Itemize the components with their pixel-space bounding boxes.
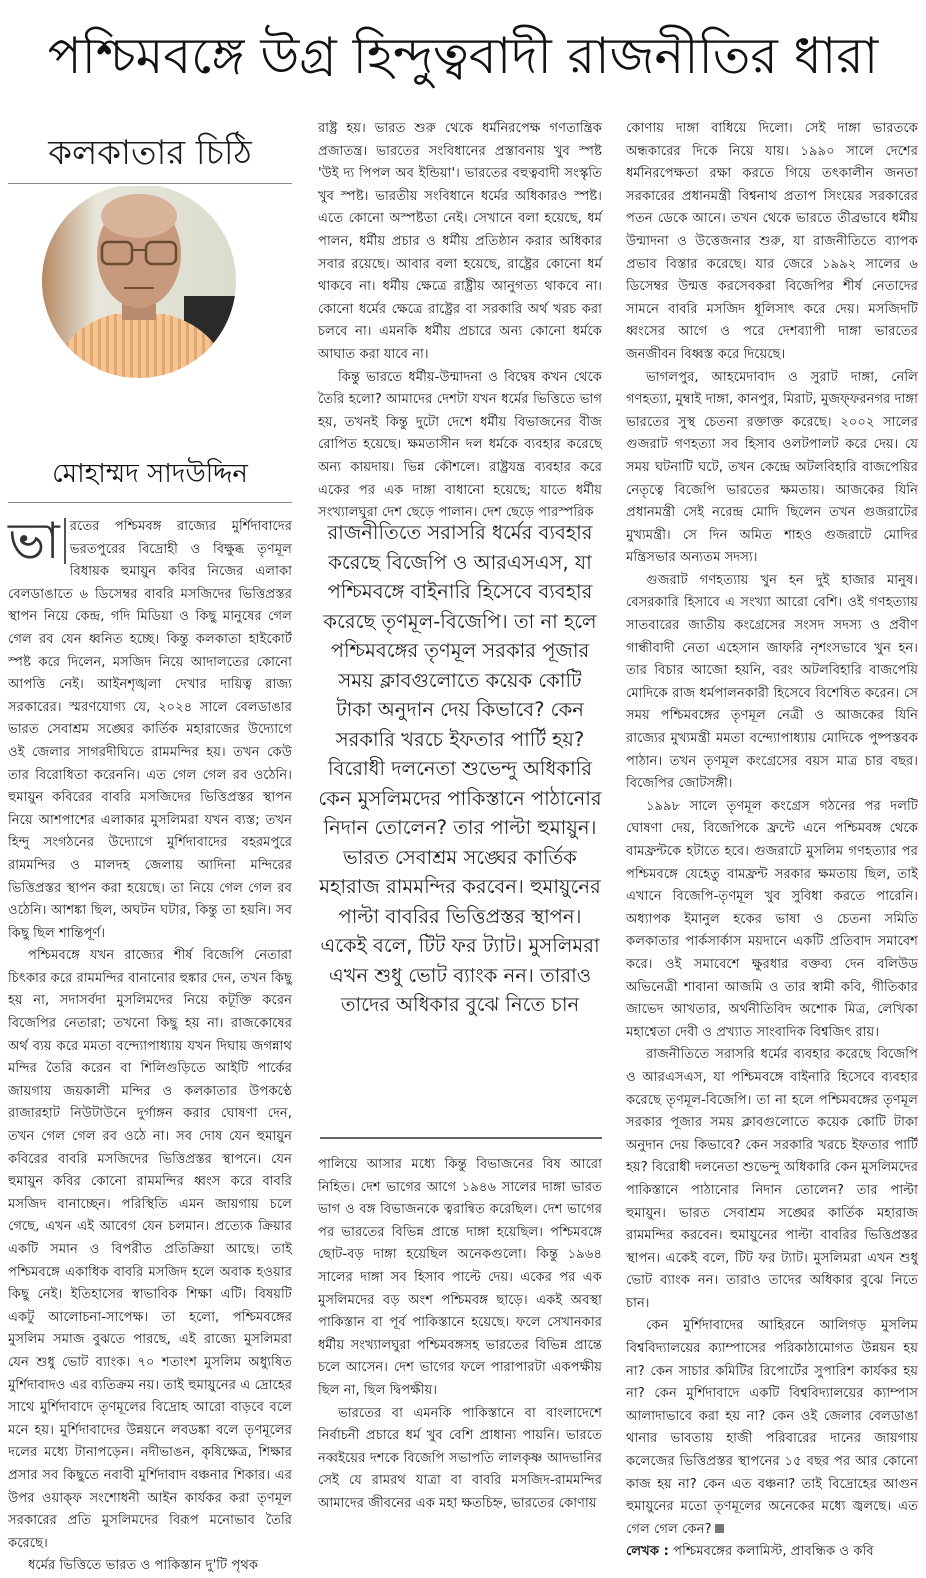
divider xyxy=(8,502,292,503)
article-paragraph xyxy=(8,512,292,945)
divider xyxy=(320,1137,602,1139)
article-column-middle-top xyxy=(318,118,602,525)
article-paragraph: গুজরাট গণহত্যায় খুন হন দুই হাজার মানুষ। বেসরকারি হিসাবে এ সংখ্যা আরো বেশি। ওই গণহত্যায় সাতবারের জাতীয় কংগ্রেসের সংসদ সদস্য ও প্রবীণ গান্ধীবাদী নেতা এহেসান জাফরি নৃশংসভাবে খুন হন। তার বিচার আজো হয়নি, বরং অটলবিহারি বাজপেয়ি মোদিকে রাজ ধর্মপালনকারী হিসেবে বিশেষিত করেন। সে সময় পশ্চিমবঙ্গের তৃণমূল নেত্রী ও আজকের যিনি রাজ্যের মুখ্যমন্ত্রী মমতা বন্দ্যোপাধ্যায় মোদিকে পুষ্পস্তবক পাঠান। তখন তৃণমূল কংগ্রেসের বয়স মাত্র চার বছর। বিজেপির জোটসঙ্গী। xyxy=(626,572,918,792)
article-paragraph: রাজনীতিতে সরাসরি ধর্মের ব্যবহার করেছে বিজেপি ও আরএসএস, যা পশ্চিমবঙ্গে বাইনারি হিসেবে ব্যবহার করেছে তৃণমূল-বিজেপি। তা না হলে পশ্চিমবঙ্গের তৃণমূল সরকার পূজার সময় ক্লাবগুলোতে কয়েক কোটি টাকা অনুদান দেয় কিভাবে? কেন সরকারি খরচে ইফতার পার্টি হয়? বিরোধী দলনেতা শুভেন্দু অধিকারি কেন মুসলিমদের পাকিস্তানে পাঠানোর নিদান তোলেন? তার পাল্টা হুমায়ুন। ভারত সেবাশ্রম সঙ্ঘের কার্তিক মহারাজ রামমন্দির করবেন। হুমায়ুনের পাল্টা বাবরির ভিত্তিপ্রস্তর স্থাপন। একেই বলে, টিট ফর ট্যাট। মুসলিমরা এখন শুধু ভোট ব্যাংক নন। তারাও তাদের অধিকার বুঝে নিতে চান। xyxy=(626,1047,918,1311)
divider xyxy=(8,183,292,184)
drop-cap: ভা xyxy=(8,518,66,564)
article-paragraph: কোণায় দাঙ্গা বাধিয়ে দিলো। সেই দাঙ্গা ভারতকে অন্ধকারের দিকে নিয়ে যায়। ১৯৯০ সালে দেশের ধর্মনিরপেক্ষতা রক্ষা করতে গিয়ে তৎকালীন জনতা সরকারের প্রধানমন্ত্রী বিশ্বনাথ প্রতাপ সিংয়ের সরকারের পতন ডেকে আনে। তখন থেকে ভারতে তীব্রভাবে ধর্মীয় উন্মাদনা ও উত্তেজনার শুরু, যা রাজনীতিতে ব্যাপক প্রভাব বিস্তার করেছে। যার জেরে ১৯৯২ সালের ৬ ডিসেম্বর উন্মত্ত করসেবকরা বিজেপির শীর্ষ নেতাদের সামনে বাবরি মসজিদ ধূলিসাৎ করে দেয়। মসজিদটি ধ্বংসের আগে ও পরে দেশব্যাপী দাঙ্গা ভারতের জনজীবন বিধ্বস্ত করে দিয়েছে। xyxy=(626,121,918,362)
paragraph-text: কেন মুর্শিদাবাদের আহিরনে আলিগড় মুসলিম বিশ্ববিদ্যালয়ের ক্যাম্পাসের পরিকাঠামোগত উন্নয়ন হয় না? কেন সাচার কমিটির রিপোর্টের সুপারিশ কার্যকর হয় না? কেন মুর্শিদাবাদে একটি বিশ্ববিদ্যালয়ের ক্যাম্পাস আলাদাভাবে করা হয় না? কেন ওই জেলার বেলডাঙা থানার ভাবতায় হাজী পরিবারের দানের জায়গায় কলেজের ভিত্তিপ্রস্তর স্থাপনের ১৫ বছর পর আর কোনো কাজ হয় না? কেন এত বঞ্চনা? তাই বিদ্রোহের আগুন হুমায়ুনের মতো তৃণমূলের অনেকের মধ্যে জ্বলছে। এত গেল গেল কেন? xyxy=(626,1318,918,1537)
article-paragraph: পালিয়ে আসার মধ্যে কিন্তু বিভাজনের বিষ আরো নিহিত। দেশ ভাগের আগে ১৯৪৬ সালের দাঙ্গা ভারত ভাগ ও বঙ্গ বিভাজনকে ত্বরান্বিত করেছিল। দেশ ভাগের পর ভারতের বিভিন্ন প্রান্তে দাঙ্গা হয়েছিল। পশ্চিমবঙ্গে ছোট-বড় দাঙ্গা হয়েছিল অনেকগুলো। কিন্তু ১৯৬৪ সালের দাঙ্গা সব হিসাব পাল্টে দেয়। একের পর এক মুসলিমদের বড় অংশ পশ্চিমবঙ্গ ছাড়ে। একই অবস্থা পাকিস্তান বা পূর্ব পাকিস্তানে হয়েছে। ফলে সেখানকার ধর্মীয় সংখ্যালঘুরা পশ্চিমবঙ্গসহ ভারতের বিভিন্ন প্রান্তে চলে আসেন। দেশ ভাগের ফলে পারাপারটা একপক্ষীয় ছিল না, ছিল দ্বিপক্ষীয়। xyxy=(318,1157,602,1398)
article-column-left xyxy=(8,512,292,1578)
author-note-text: পশ্চিমবঙ্গের কলামিস্ট, প্রাবন্ধিক ও কবি xyxy=(668,1544,874,1560)
paragraph-text: রতের পশ্চিমবঙ্গ রাজ্যের মুর্শিদাবাদের ভরতপুরের বিদ্রোহী ও বিক্ষুব্ধ তৃণমূল বিধায়ক হুমায়ুন কবির নিজের এলাকা বেলডাঙাতে ৬ ডিসেম্বর বাবরি মসজিদের ভিত্তিপ্রস্তর স্থাপন নিয়ে কেন্দ্র, গদি মিডিয়া ও কিছু মানুষের গেল গেল রব যেন ধ্বনিত হচ্ছে। কিন্তু কলকাতা হাইকোর্ট স্পষ্ট করে দিলেন, মসজিদ নিয়ে আদালতের কোনো আপত্তি নেই। আইনশৃঙ্খলা দেখার দায়িত্ব রাজ্য সরকারের। স্মরণযোগ্য যে, ২০২৪ সালে বেলডাঙার ভারত সেবাশ্রম সঙ্ঘের কার্তিক মহারাজের উদ্যোগে ওই জেলার সাগরদীঘিতে রামমন্দির হয়। তখন কেউ তার বিরোধিতা করেননি। এত গেল গেল রব ওঠেনি। হুমায়ুন কবিরের বাবরি মসজিদের ভিত্তিপ্রস্তর স্থাপন নিয়ে আশপাশের এলাকার মুসলিমরা যখন ব্যস্ত; তখন হিন্দু সংগঠনের উদ্যোগে মুর্শিদাবাদের বহরমপুরে রামমন্দির ও মালদহ জেলায় আদিনা মন্দিরের ভিত্তিপ্রস্তর স্থাপন করা হয়েছে। তা নিয়ে গেল গেল রব ওঠেনি। আশঙ্কা ছিল, অঘটন ঘটার, কিন্তু তা হয়নি। সব কিছু ছিল শান্তিপূর্ণ। xyxy=(8,519,292,941)
author-name: মোহাম্মদ সাদউদ্দিন xyxy=(52,459,248,489)
article-paragraph: পশ্চিমবঙ্গে যখন রাজ্যের শীর্ষ বিজেপি নেতারা চিৎকার করে রামমন্দির বানানোর হুঙ্কার দেন, তখন কিছু হয় না, সদাসর্বদা মুসলিমদের নিয়ে কটূক্তি করেন বিজেপির নেতারা; তখনো কিছু হয় না। রাজকোষের অর্থ ব্যয় করে মমতা বন্দ্যোপাধ্যায় যখন দিঘায় জগন্নাথ মন্দির তৈরি করেন বা শিলিগুড়িতে আইটি পার্কের জায়গায় জয়কালী মন্দির ও কলকাতার উপকণ্ঠে রাজারহাট নিউটাউনে দুর্গাঙ্গন করার ঘোষণা দেন, তখন গেল গেল রব ওঠে না। সব দোষ যেন হুমায়ুন কবিরের বাবরি মসজিদের ভিত্তিপ্রস্তর স্থাপনে। যেন হুমায়ুন কবির কোনো রামমন্দির ধ্বংস করে বাবরি মসজিদ বানাচ্ছেন। পরিস্থিতি এমন জায়গায় চলে গেছে, এখন এই আবেগ যেন চলমান। প্রত্যেক ক্রিয়ার একটি সমান ও বিপরীত প্রতিক্রিয়া আছে। তাই পশ্চিমবঙ্গে একাধিক বাবরি মসজিদ হলে অবাক হওয়ার কিছু নেই। ইতিহাসের স্বাভাবিক শিক্ষা এটি। বিষয়টি একটু আলোচনা-সাপেক্ষ। তা হলো, পশ্চিমবঙ্গের মুসলিম সমাজ বুঝতে পারছে, এই রাজ্যে মুসলিমরা যেন শুধু ভোট ব্যাংক। ৭০ শতাংশ মুসলিম অধ্যুষিত মুর্শিদাবাদও এর ব্যতিক্রম নয়। তাই হুমায়ুনের এ দ্রোহের সাথে মুর্শিদাবাদে তৃণমূলের বিদ্রোহ আরো বাড়বে বলে মনে হয়। মুর্শিদাবাদের উন্নয়নে লবডঙ্কা বলে তৃণমূলের দলের মধ্যে টানাপড়েন। নদীভাঙন, কৃষিক্ষেত্র, শিক্ষার প্রসার সব কিছুতে নবাবী মুর্শিদাবাদ বঞ্চনার শিকার। এর উপর ওয়াক্ফ সংশোধনী আইন কার্যকর করা তৃণমূল সরকারের প্রতি মুসলিমদের বিরূপ মনোভাব তৈরি করেছে। xyxy=(8,948,292,1551)
article-paragraph: ভারতের বা এমনকি পাকিস্তানে বা বাংলাদেশে নির্বাচনী প্রচারে ধর্ম খুব বেশি প্রাধান্য পায়নি। ভারতে নব্বইয়ের দশকে বিজেপি সভাপতি লালকৃষ্ণ আদভানির সেই যে রামরথ যাত্রা বা বাবরি মসজিদ-রামমন্দির আমাদের জীবনের এক মহা ক্ষতচিহ্ন, ভারতের কোণায় xyxy=(318,1405,602,1511)
column-label: কলকাতার চিঠি xyxy=(48,133,252,173)
author-note xyxy=(626,1541,918,1564)
article-column-middle-bottom xyxy=(318,1154,602,1516)
article-paragraph: রাষ্ট্র হয়। ভারত শুরু থেকে ধর্মনিরপেক্ষ গণতান্ত্রিক প্রজাতন্ত্র। ভারতের সংবিধানের প্রস্তাবনায় খুব স্পষ্ট 'উই দ্য পিপল অব ইন্ডিয়া'। ভারতের বহুত্ববাদী সংস্কৃতি খুব স্পষ্ট। ভারতীয় সংবিধানে ধর্মের অধিকারও স্পষ্ট। এতে কোনো অস্পষ্টতা নেই। সেখানে বলা হয়েছে, ধর্ম পালন, ধর্মীয় প্রচার ও ধর্মীয় প্রতিষ্ঠান করার অধিকার সবার রয়েছে। আবার বলা হয়েছে, রাষ্ট্রের কোনো ধর্ম থাকবে না। ধর্মীয় ক্ষেত্রে রাষ্ট্রীয় আনুগত্য থাকবে না। কোনো ধর্মের ক্ষেত্রে রাষ্ট্রের বা সরকারি অর্থ খরচ করা চলবে না। এমনকি ধর্মীয় প্রচারে অন্য কোনো ধর্মকে আঘাত করা যাবে না। xyxy=(318,121,602,362)
headline: পশ্চিমবঙ্গে উগ্র হিন্দুত্ববাদী রাজনীতির ধারা xyxy=(47,27,879,85)
article-paragraph: ভাগলপুর, আহমেদাবাদ ও সুরাট দাঙ্গা, নেলি গণহত্যা, মুম্বাই দাঙ্গা, কানপুর, মিরাট, মুজফ্ফরনগর দাঙ্গা ভারতের সুস্থ চেতনা রক্তাক্ত করেছে। ২০০২ সালের গুজরাট গণহত্যা সব হিসাব ওলটপালট করে দেয়। যে সময় ঘটনাটি ঘটে, তখন কেন্দ্রে অটলবিহারি বাজপেয়ির নেতৃত্বে বিজেপি ভারতের ক্ষমতায়। আজকের যিনি প্রধানমন্ত্রী সেই নরেন্দ্র মোদি ছিলেন তখন গুজরাটের মুখ্যমন্ত্রী। সে দিন অমিত শাহও গুজরাটে মোদির মন্ত্রিসভার অন্যতম সদস্য। xyxy=(626,369,918,566)
article-paragraph xyxy=(626,1315,918,1541)
article-paragraph: ধর্মের ভিত্তিতে ভারত ও পাকিস্তান দু'টি পৃথক xyxy=(28,1558,259,1574)
pull-quote: রাজনীতিতে সরাসরি ধর্মের ব্যবহার করেছে বিজেপি ও আরএসএস, যা পশ্চিমবঙ্গে বাইনারি হিসেবে ব্যবহার করেছে তৃণমূল-বিজেপি। তা না হলে পশ্চিমবঙ্গের তৃণমূল সরকার পূজার সময় ক্লাবগুলোতে কয়েক কোটি টাকা অনুদান দেয় কিভাবে? কেন সরকারি খরচে ইফতার পার্টি হয়? বিরোধী দলনেতা শুভেন্দু অধিকারি কেন মুসলিমদের পাকিস্তানে পাঠানোর নিদান তোলেন? তার পাল্টা হুমায়ুন। ভারত সেবাশ্রম সঙ্ঘের কার্তিক মহারাজ রামমন্দির করবেন। হুমায়ুনের পাল্টা বাবরির ভিত্তিপ্রস্তর স্থাপন। একেই বলে, টিট ফর ট্যাট। মুসলিমরা এখন শুধু ভোট ব্যাংক নন। তারাও তাদের অধিকার বুঝে নিতে চান xyxy=(318,521,602,1016)
article-column-right xyxy=(626,118,918,1564)
end-mark-icon xyxy=(715,1524,724,1533)
article-paragraph: ১৯৯৮ সালে তৃণমূল কংগ্রেস গঠনের পর দলটি ঘোষণা দেয়, বিজেপিকে ফ্রন্টে এনে পশ্চিমবঙ্গ থেকে বামফ্রন্টকে হটাতে হবে। গুজরাটে মুসলিম গণহত্যার পর পশ্চিমবঙ্গে যেহেতু বামফ্রন্ট সরকার ক্ষমতায় ছিল, তাই এখানে বিজেপি-তৃণমূল খুব সুবিধা করতে পারেনি। অধ্যাপক ইমানুল হকের ভাষা ও চেতনা সমিতি কলকাতার পার্কসার্কাস ময়দানে একটি প্রতিবাদ সমাবেশ করে। ওই সমাবেশে ক্ষুরধার বক্তব্য দেন বলিউড অভিনেত্রী শাবানা আজমি ও তার স্বামী কবি, গীতিকার জাভেদ আখতার, অর্থনীতিবিদ অশোক মিত্র, লেখিকা মহাশ্বেতা দেবী ও প্রখ্যাত সাংবাদিক বিশ্বজিৎ রায়। xyxy=(626,798,918,1040)
author-note-label: লেখক : xyxy=(626,1544,669,1560)
author-photo xyxy=(34,186,244,456)
article-paragraph: কিন্তু ভারতে ধর্মীয়-উন্মাদনা ও বিদ্বেষ কখন থেকে তৈরি হলো? আমাদের দেশটা যখন ধর্মের ভিত্তিতে ভাগ হয়, তখনই কিন্তু দুটো দেশে ধর্মীয় বিভাজনের বীজ রোপিত হয়েছে। ক্ষমতাসীন দল ধর্মকে ব্যবহার করেছে অন্য কায়দায়। ভিন্ন কৌশলে। রাষ্ট্রযন্ত্র ব্যবহার করে একের পর এক দাঙ্গা বাধানো হয়েছে; যাতে ধর্মীয় সংখ্যালঘুরা দেশ ছেড়ে পালান। দেশ ছেড়ে পারস্পরিক xyxy=(318,369,602,521)
